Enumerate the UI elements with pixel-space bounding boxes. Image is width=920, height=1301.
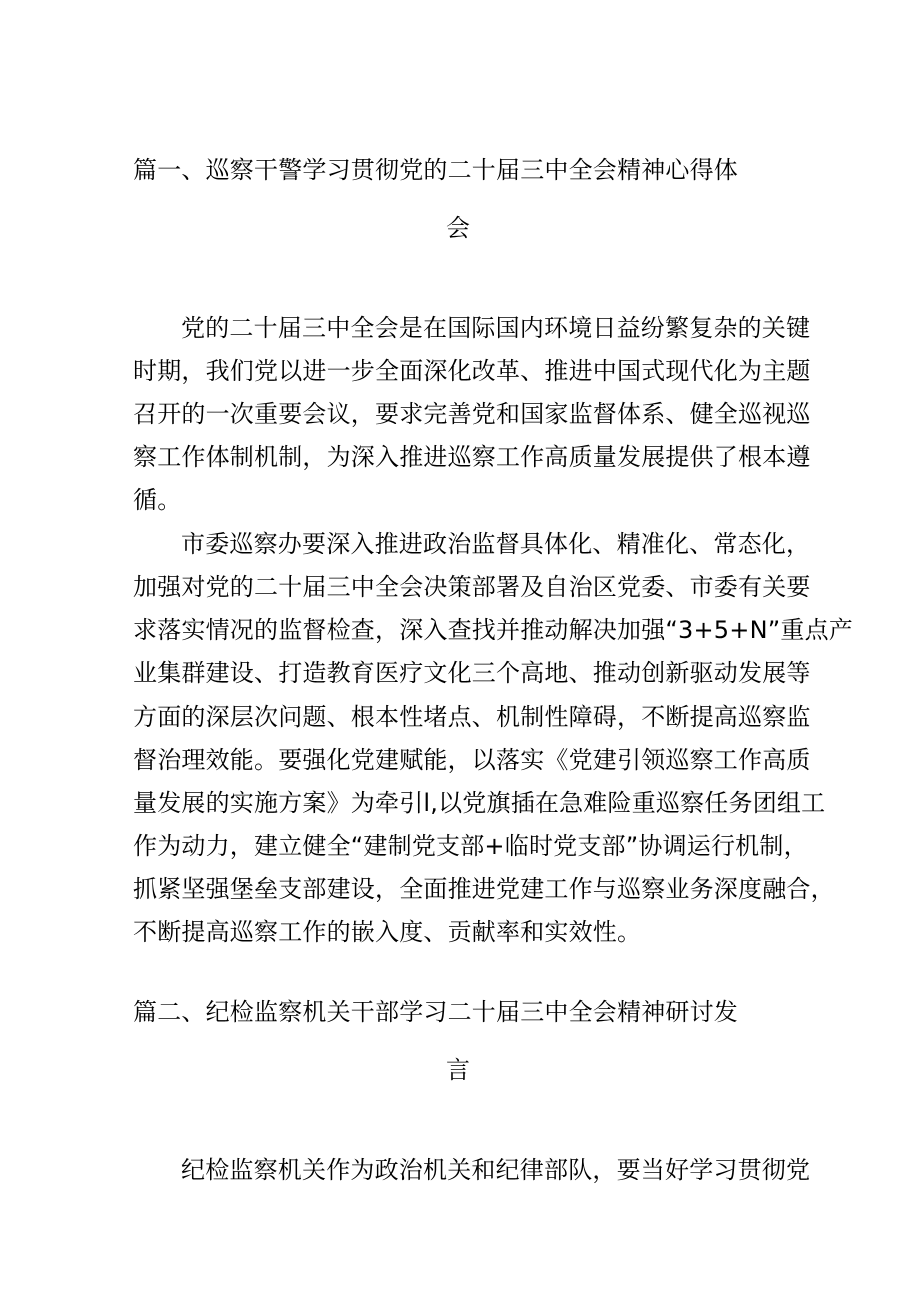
section2-title-line1: 篇二、纪检监察机关干部学习二十届三中全会精神研讨发 bbox=[133, 998, 738, 1026]
section1-p2-line4: 业集群建设、打造教育医疗文化三个高地、推动创新驱动发展等 bbox=[133, 659, 811, 687]
section1-p1-line3: 召开的一次重要会议，要求完善党和国家监督体系、健全巡视巡 bbox=[133, 400, 811, 428]
section1-p2-line6: 督治理效能。要强化党建赋能，以落实《党建引领巡察工作高质 bbox=[133, 746, 811, 774]
section1-title-line2: 会 bbox=[446, 214, 471, 242]
section1-p2-line2: 加强对党的二十届三中全会决策部署及自治区党委、市委有关要 bbox=[133, 573, 811, 601]
section1-p2-line5: 方面的深层次问题、根本性堵点、机制性障碍，不断提高巡察监 bbox=[133, 703, 811, 731]
section1-p2-line10: 不断提高巡察工作的嵌入度、贡献率和实效性。 bbox=[133, 918, 642, 946]
section1-p2-line8: 作为动力，建立健全“建制党支部+临时党支部”协调运行机制， bbox=[133, 832, 808, 860]
section1-p1-line1: 党的二十届三中全会是在国际国内环境日益纷繁复杂的关键 bbox=[181, 314, 811, 342]
section2-title-line2: 言 bbox=[446, 1056, 471, 1084]
section1-p1-line2: 时期，我们党以进一步全面深化改革、推进中国式现代化为主题 bbox=[133, 357, 811, 385]
section2-p1-line1: 纪检监察机关作为政治机关和纪律部队，要当好学习贯彻党 bbox=[181, 1156, 811, 1184]
section1-p2-line1: 市委巡察办要深入推进政治监督具体化、精准化、常态化， bbox=[181, 530, 811, 558]
section1-p2-line7: 量发展的实施方案》为牵引l,以党旗插在急难险重巡察任务团组工 bbox=[133, 789, 826, 817]
section1-title-line1: 篇一、巡察干警学习贯彻党的二十届三中全会精神心得体 bbox=[133, 156, 738, 184]
section1-p2-line3: 求落实情况的监督检查，深入查找并推动解决加强“3+5+N”重点产 bbox=[133, 616, 853, 644]
section1-p1-line5: 循。 bbox=[133, 486, 182, 514]
section1-p2-line9: 抓紧坚强堡垒支部建设，全面推进党建工作与巡察业务深度融合， bbox=[133, 875, 835, 903]
section1-p1-line4: 察工作体制机制，为深入推进巡察工作高质量发展提供了根本遵 bbox=[133, 443, 811, 471]
